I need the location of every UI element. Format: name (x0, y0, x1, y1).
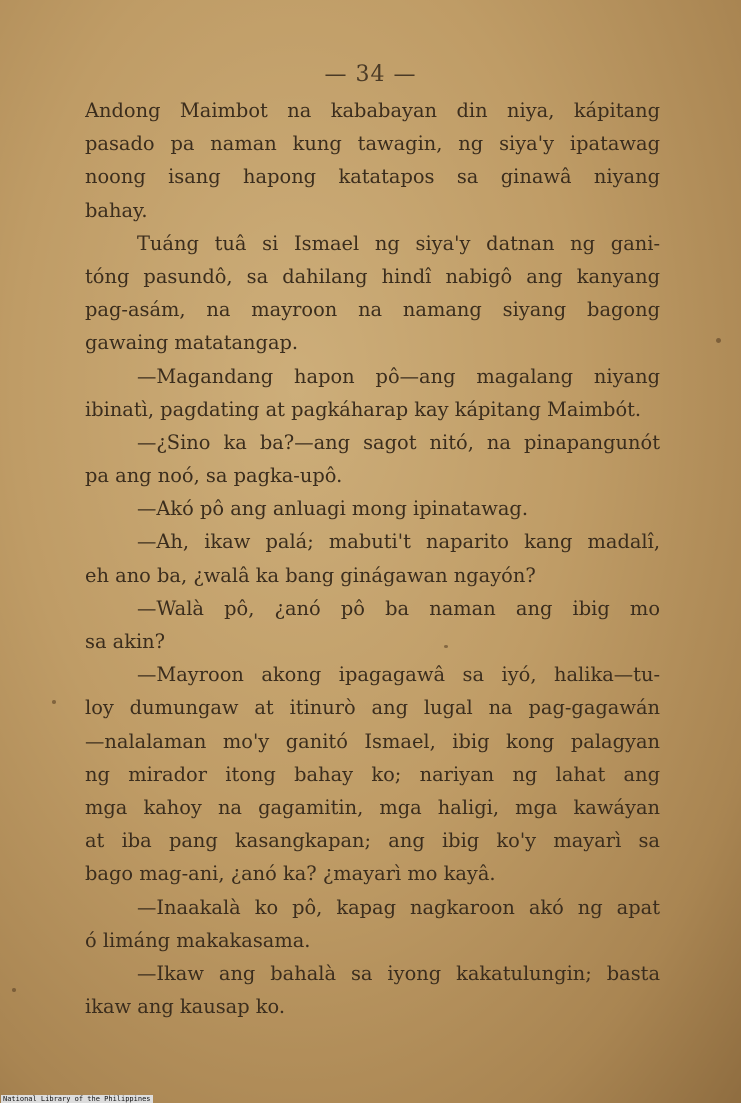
text-line: at iba pang kasangkapan; ang ibig ko'y mayarì sa (85, 829, 660, 853)
text-line: bago mag-ani, ¿anó ka? ¿mayarì mo kayâ. (85, 862, 496, 886)
text-line: sa akin? (85, 630, 166, 653)
text-line: pa ang noó, sa pagka-upô. (85, 464, 343, 488)
text-line: ikaw ang kausap ko. (85, 995, 286, 1019)
text-line: loy dumungaw at itinurò ang lugal na pag-gagawán (85, 696, 660, 720)
ink-speck (716, 338, 721, 343)
text-line: ó limáng makakasama. (85, 928, 311, 952)
text-line: bahay. (85, 198, 148, 222)
text-line: mga kahoy na gagamitin, mga haligi, mga kawáyan (85, 795, 660, 819)
ink-speck (444, 645, 448, 648)
text-line: eh ano ba, ¿walâ ka bang ginágawan ngayón? (85, 563, 536, 587)
text-line: pag-asám, na mayroon na namang siyang bagong (85, 298, 660, 322)
text-line: noong isang hapong katatapos sa ginawâ niyang (85, 165, 660, 189)
text-line: —¿Sino ka ba?—ang sagot nitó, na pinapangunót (137, 430, 660, 454)
text-line: —Walà pô, ¿anó pô ba naman ang ibig mo (137, 596, 660, 620)
text-line: —Magandang hapon pô—ang magalang niyang (137, 364, 660, 388)
text-line: —Ikaw ang bahalà sa iyong kakatulungin; basta (137, 961, 660, 985)
text-line: —Ah, ikaw palá; mabuti't naparito kang madalî, (137, 530, 660, 554)
text-line: gawaing matatangap. (85, 331, 299, 355)
text-line: —Inaakalà ko pô, kapag nagkaroon akó ng apat (137, 895, 660, 919)
ink-speck (12, 988, 16, 992)
text-line: —Akó pô ang anluagi mong ipinatawag. (137, 497, 529, 521)
text-line: Andong Maimbot na kababayan din niya, kápitang (85, 99, 660, 122)
body-text (85, 94, 660, 1023)
text-line: ng mirador itong bahay ko; nariyan ng lahat ang (85, 762, 660, 786)
text-line: —Mayroon akong ipagagawâ sa iyó, halika—tu- (137, 663, 660, 687)
text-line: Tuáng tuâ si Ismael ng siya'y datnan ng gani- (137, 231, 660, 255)
text-line: pasado pa naman kung tawagin, ng siya'y ipatawag (85, 132, 660, 156)
footer-credit: National Library of the Philippines (3, 1095, 151, 1103)
page-number: — 34 — (324, 62, 417, 87)
text-line: ibinatì, pagdating at pagkáharap kay kápitang Maimbót. (85, 397, 642, 421)
text-line: —nalalaman mo'y ganitó Ismael, ibig kong palagyan (85, 729, 660, 753)
ink-speck (52, 700, 56, 704)
text-line: tóng pasundô, sa dahilang hindî nabigô ang kanyang (85, 264, 660, 288)
